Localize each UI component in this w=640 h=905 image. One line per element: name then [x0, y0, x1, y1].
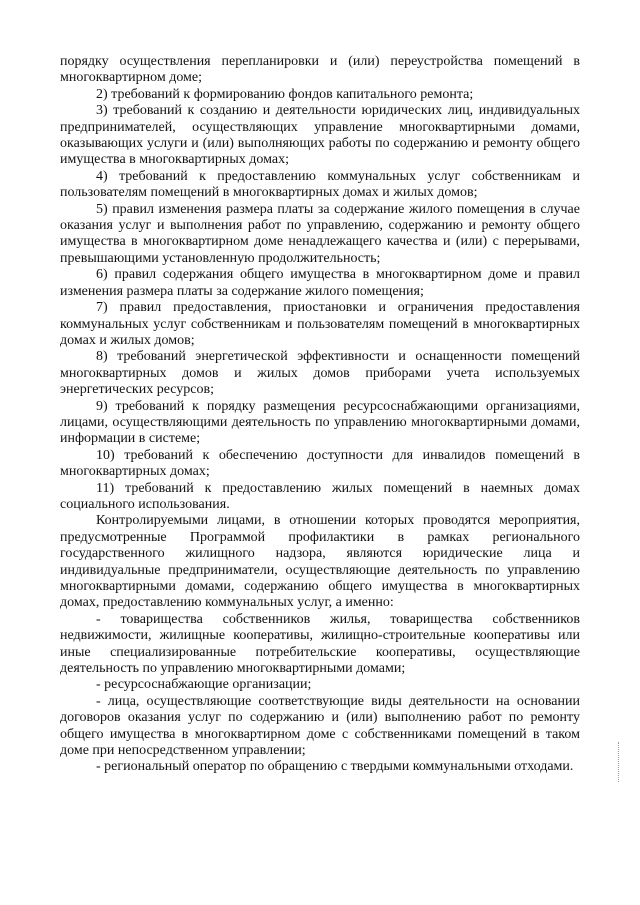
- scan-edge-mark: [618, 742, 623, 782]
- bullet-item-service-contractors: - лица, осуществляющие соответствующие виды деятельности на основании договоров оказания услуг по содержанию и (или) выполнению работ по ремонту общего имущества в многоквартирном доме с собственниками помещений в таком доме при непосредственном управлении;: [60, 693, 580, 759]
- paragraph-continuation: порядку осуществления перепланировки и (или) переустройства помещений в многоквартирном доме;: [60, 54, 580, 86]
- bullet-item-regional-operator: - региональный оператор по обращению с твердыми коммунальными отходами.: [96, 759, 574, 775]
- list-item-8: 8) требований энергетической эффективности и оснащенности помещений многоквартирных домов и жилых домов приборами учета используемых энергетических ресурсов;: [60, 349, 580, 398]
- list-item-5: 5) правил изменения размера платы за содержание жилого помещения в случае оказания услуг и выполнения работ по управлению, содержанию и ремонту общего имущества в многоквартирном доме ненадлежащего качества и (или) с перерывами, превышающими установленную продолжительность;: [60, 201, 580, 266]
- list-item-2: 2) требований к формированию фондов капитального ремонта;: [96, 86, 474, 102]
- list-item-11: 11) требований к предоставлению жилых помещений в наемных домах социального использования.: [60, 480, 580, 512]
- list-item-4: 4) требований к предоставлению коммунальных услуг собственникам и пользователям помещений в многоквартирных домах и жилых домов;: [60, 168, 580, 201]
- document-body: [60, 54, 580, 776]
- bullet-item-partnerships: - товарищества собственников жилья, товарищества собственников недвижимости, жилищные кооперативы, жилищно-строительные кооперативы или иные специализированные потребительские кооперативы, осуществляющие деятельность по управлению многоквартирными домами;: [60, 611, 580, 677]
- list-item-7: 7) правил предоставления, приостановки и ограничения предоставления коммунальных услуг собственникам и пользователям помещений в многоквартирных домах и жилых домов;: [60, 300, 580, 348]
- list-item-9: 9) требований к порядку размещения ресурсоснабжающими организациями, лицами, осуществляющими деятельность по управлению многоквартирными домами, информации в системе;: [60, 398, 580, 447]
- controlled-persons-paragraph: Контролируемыми лицами, в отношении которых проводятся мероприятия, предусмотренные Программой профилактики в рамках регионального государственного жилищного надзора, являются юридические лица и индивидуальные предприниматели, осуществляющие деятельность по управлению многоквартирными домами, содержанию общего имущества в многоквартирных домах, предоставлению коммунальных услуг, а именно:: [60, 513, 580, 611]
- list-item-3: 3) требований к созданию и деятельности юридических лиц, индивидуальных предпринимателей, осуществляющих управление многоквартирными домами, оказывающих услуги и (или) выполняющих работы по содержанию и ремонту общего имущества в многоквартирных домах;: [60, 103, 580, 168]
- list-item-6: 6) правил содержания общего имущества в многоквартирном доме и правил изменения размера платы за содержание жилого помещения;: [60, 267, 580, 299]
- bullet-item-resource-suppliers: - ресурсоснабжающие организации;: [96, 677, 312, 693]
- list-item-10: 10) требований к обеспечению доступности для инвалидов помещений в многоквартирных домах;: [60, 447, 580, 480]
